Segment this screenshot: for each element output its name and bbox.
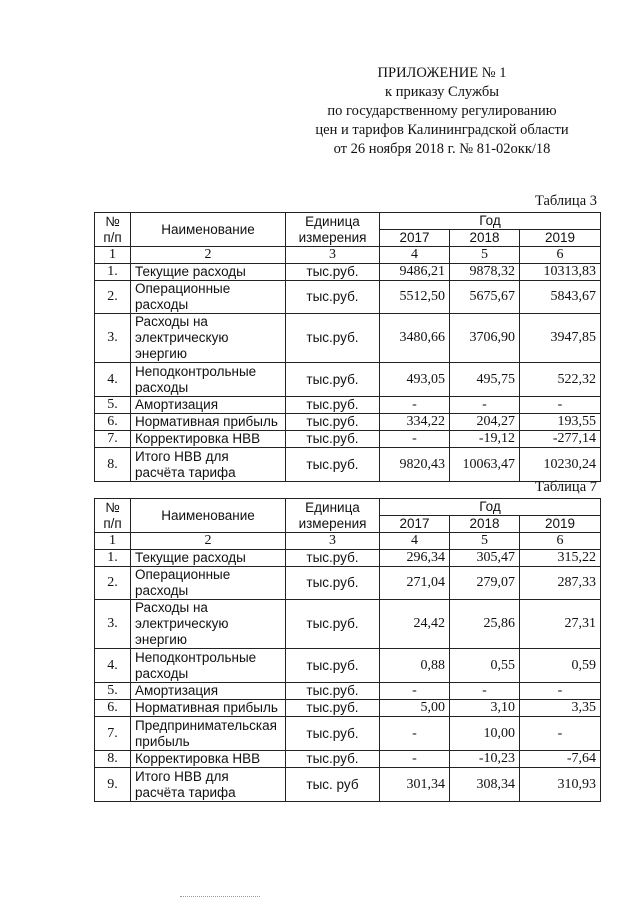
table-3-caption: Таблица 3	[534, 193, 597, 209]
column-header-year: Год	[380, 213, 601, 230]
value-2019: 193,55	[520, 414, 601, 431]
column-header-year-value: 2017	[380, 516, 450, 533]
row-number: 9.	[95, 768, 131, 802]
value-2017: -	[380, 397, 450, 414]
table-row	[95, 567, 601, 600]
row-unit: тыс.руб.	[286, 363, 380, 397]
row-unit: тыс.руб.	[286, 567, 380, 600]
column-header-year-value: 2018	[450, 230, 520, 247]
row-name: Итого НВВ для расчёта тарифа	[131, 768, 286, 802]
row-name: Корректировка НВВ	[131, 751, 286, 768]
value-2019: 315,22	[520, 550, 601, 567]
value-2018: 279,07	[450, 567, 520, 600]
row-unit: тыс.руб.	[286, 683, 380, 700]
appendix-title: ПРИЛОЖЕНИЕ № 1	[377, 65, 507, 81]
value-2019: -277,14	[520, 431, 601, 448]
column-header-number: № п/п	[95, 499, 131, 533]
column-header-unit: Единица измерения	[286, 499, 380, 533]
row-number: 1.	[95, 550, 131, 567]
row-unit: тыс.руб.	[286, 264, 380, 281]
value-2018: 3,10	[450, 700, 520, 717]
row-name: Операционные расходы	[131, 567, 286, 600]
row-unit: тыс. руб	[286, 768, 380, 802]
column-header-number: № п/п	[95, 213, 131, 247]
value-2018: 9878,32	[450, 264, 520, 281]
value-2018: -	[450, 683, 520, 700]
row-name: Корректировка НВВ	[131, 431, 286, 448]
row-unit: тыс.руб.	[286, 314, 380, 363]
row-unit: тыс.руб.	[286, 550, 380, 567]
row-unit: тыс.руб.	[286, 414, 380, 431]
value-2018: 308,34	[450, 768, 520, 802]
value-2018: 25,86	[450, 600, 520, 649]
table-row	[95, 314, 601, 363]
value-2017: 493,05	[380, 363, 450, 397]
column-number: 2	[131, 247, 286, 264]
row-unit: тыс.руб.	[286, 281, 380, 314]
row-number: 6.	[95, 700, 131, 717]
appendix-date-line: от 26 ноября 2018 г. № 81-02окк/18	[333, 141, 551, 157]
row-name: Нормативная прибыль	[131, 414, 286, 431]
value-2018: 495,75	[450, 363, 520, 397]
value-2019: -	[520, 397, 601, 414]
row-name: Операционные расходы	[131, 281, 286, 314]
table-row	[95, 717, 601, 751]
appendix-line: по государственному регулированию	[327, 103, 557, 119]
row-name: Амортизация	[131, 397, 286, 414]
appendix-header	[292, 64, 592, 159]
value-2018: -	[450, 397, 520, 414]
table-row	[95, 683, 601, 700]
row-name: Предпринимательская прибыль	[131, 717, 286, 751]
table-row	[95, 414, 601, 431]
value-2019: 10230,24	[520, 448, 601, 482]
value-2019: 10313,83	[520, 264, 601, 281]
row-name: Амортизация	[131, 683, 286, 700]
appendix-line: к приказу Службы	[385, 84, 499, 100]
row-unit: тыс.руб.	[286, 397, 380, 414]
value-2019: 522,32	[520, 363, 601, 397]
value-2019: -	[520, 717, 601, 751]
value-2017: 296,34	[380, 550, 450, 567]
column-number: 6	[520, 533, 601, 550]
value-2019: 5843,67	[520, 281, 601, 314]
row-number: 8.	[95, 751, 131, 768]
value-2017: -	[380, 751, 450, 768]
table-7-caption: Таблица 7	[534, 479, 597, 495]
table-row	[95, 600, 601, 649]
value-2017: 9820,43	[380, 448, 450, 482]
value-2018: 0,55	[450, 649, 520, 683]
value-2018: -10,23	[450, 751, 520, 768]
row-number: 5.	[95, 683, 131, 700]
column-number: 5	[450, 533, 520, 550]
column-header-year-value: 2017	[380, 230, 450, 247]
row-unit: тыс.руб.	[286, 431, 380, 448]
row-number: 8.	[95, 448, 131, 482]
column-header-year-value: 2019	[520, 230, 601, 247]
value-2017: 0,88	[380, 649, 450, 683]
table-row	[95, 700, 601, 717]
value-2017: -	[380, 717, 450, 751]
row-number: 5.	[95, 397, 131, 414]
row-number: 7.	[95, 717, 131, 751]
row-number: 3.	[95, 600, 131, 649]
table-row	[95, 448, 601, 482]
row-unit: тыс.руб.	[286, 751, 380, 768]
column-number: 5	[450, 247, 520, 264]
value-2017: 301,34	[380, 768, 450, 802]
column-number: 1	[95, 247, 131, 264]
row-unit: тыс.руб.	[286, 600, 380, 649]
row-number: 7.	[95, 431, 131, 448]
row-number: 4.	[95, 363, 131, 397]
value-2018: 5675,67	[450, 281, 520, 314]
value-2019: 3,35	[520, 700, 601, 717]
value-2019: 287,33	[520, 567, 601, 600]
row-number: 1.	[95, 264, 131, 281]
row-unit: тыс.руб.	[286, 649, 380, 683]
value-2018: -19,12	[450, 431, 520, 448]
table-row	[95, 264, 601, 281]
column-number: 2	[131, 533, 286, 550]
row-name: Итого НВВ для расчёта тарифа	[131, 448, 286, 482]
row-name: Нормативная прибыль	[131, 700, 286, 717]
table-row	[95, 397, 601, 414]
value-2017: -	[380, 683, 450, 700]
table-row	[95, 431, 601, 448]
table-row	[95, 281, 601, 314]
column-header-unit: Единица измерения	[286, 213, 380, 247]
row-number: 2.	[95, 567, 131, 600]
column-header-name: Наименование	[131, 213, 286, 247]
column-header-year-value: 2019	[520, 516, 601, 533]
row-number: 4.	[95, 649, 131, 683]
value-2017: 5512,50	[380, 281, 450, 314]
row-unit: тыс.руб.	[286, 700, 380, 717]
row-number: 2.	[95, 281, 131, 314]
row-name: Неподконтрольные расходы	[131, 649, 286, 683]
column-number: 3	[286, 247, 380, 264]
value-2017: 271,04	[380, 567, 450, 600]
value-2018: 10063,47	[450, 448, 520, 482]
table-7	[94, 498, 601, 802]
row-name: Расходы на электрическую энергию	[131, 314, 286, 363]
value-2018: 204,27	[450, 414, 520, 431]
row-unit: тыс.руб.	[286, 448, 380, 482]
value-2018: 3706,90	[450, 314, 520, 363]
value-2017: 24,42	[380, 600, 450, 649]
row-unit: тыс.руб.	[286, 717, 380, 751]
value-2019: -7,64	[520, 751, 601, 768]
value-2019: -	[520, 683, 601, 700]
value-2019: 310,93	[520, 768, 601, 802]
row-name: Текущие расходы	[131, 264, 286, 281]
value-2019: 27,31	[520, 600, 601, 649]
appendix-line: цен и тарифов Калининградской области	[315, 122, 569, 138]
table-row	[95, 363, 601, 397]
value-2017: 5,00	[380, 700, 450, 717]
column-number: 1	[95, 533, 131, 550]
value-2017: 3480,66	[380, 314, 450, 363]
column-number: 3	[286, 533, 380, 550]
value-2019: 0,59	[520, 649, 601, 683]
table-row	[95, 768, 601, 802]
column-number: 4	[380, 247, 450, 264]
value-2019: 3947,85	[520, 314, 601, 363]
column-number: 6	[520, 247, 601, 264]
column-header-year-value: 2018	[450, 516, 520, 533]
table-row	[95, 550, 601, 567]
row-name: Неподконтрольные расходы	[131, 363, 286, 397]
value-2017: 334,22	[380, 414, 450, 431]
row-name: Расходы на электрическую энергию	[131, 600, 286, 649]
value-2017: 9486,21	[380, 264, 450, 281]
value-2017: -	[380, 431, 450, 448]
table-3	[94, 212, 601, 482]
column-header-year: Год	[380, 499, 601, 516]
row-name: Текущие расходы	[131, 550, 286, 567]
row-number: 3.	[95, 314, 131, 363]
column-number: 4	[380, 533, 450, 550]
value-2018: 10,00	[450, 717, 520, 751]
table-row	[95, 751, 601, 768]
table-row	[95, 649, 601, 683]
page-footer-line	[180, 896, 260, 897]
column-header-name: Наименование	[131, 499, 286, 533]
row-number: 6.	[95, 414, 131, 431]
value-2018: 305,47	[450, 550, 520, 567]
